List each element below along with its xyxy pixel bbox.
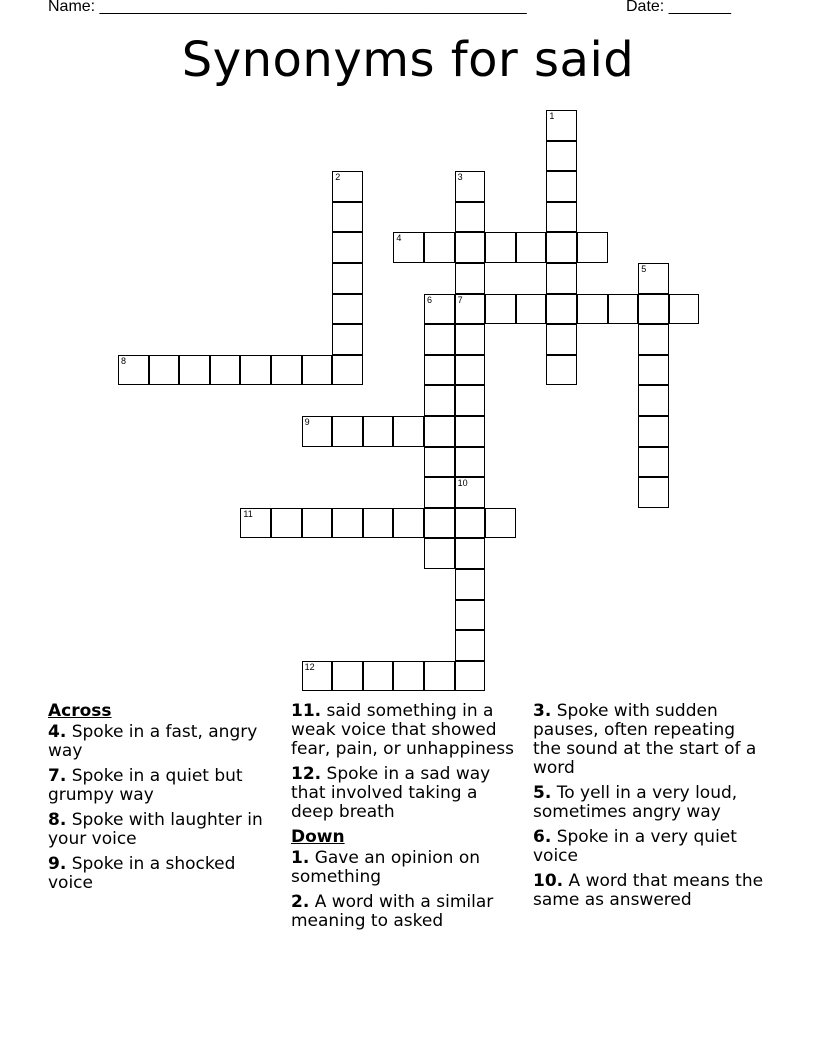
grid-cell[interactable] — [546, 171, 577, 202]
down-clue-10: 10. A word that means the same as answered — [533, 871, 764, 910]
grid-cell[interactable] — [455, 447, 486, 478]
grid-cell[interactable] — [332, 324, 363, 355]
cell-number: 1 — [549, 111, 555, 121]
across-clue-12: 12. Spoke in a sad way that involved taking a deep breath — [291, 764, 491, 822]
clue-number: 9 — [48, 854, 60, 874]
grid-cell[interactable] — [485, 294, 516, 325]
clue-number: 2 — [291, 892, 303, 912]
down-clue-6: 6. Spoke in a very quiet voice — [533, 827, 737, 866]
grid-cell[interactable] — [455, 477, 486, 508]
grid-cell[interactable] — [424, 416, 455, 447]
grid-cell[interactable] — [424, 355, 455, 386]
grid-cell[interactable] — [546, 110, 577, 141]
grid-cell[interactable] — [332, 416, 363, 447]
grid-cell[interactable] — [302, 508, 333, 539]
clue-column-2 — [291, 702, 523, 937]
grid-cell[interactable] — [118, 355, 149, 386]
grid-cell[interactable] — [546, 263, 577, 294]
name-field-label: Name: ________________________________________________ — [48, 0, 527, 15]
clue-text: Spoke in a very quiet voice — [533, 827, 737, 866]
grid-cell[interactable] — [240, 355, 271, 386]
grid-cell[interactable] — [638, 324, 669, 355]
clue-text: said something in a weak voice that showed fear, pain, or unhappiness — [291, 701, 514, 759]
grid-cell[interactable] — [638, 447, 669, 478]
grid-cell[interactable] — [240, 508, 271, 539]
grid-cell[interactable] — [608, 294, 639, 325]
clue-number: 3 — [533, 701, 545, 721]
grid-cell[interactable] — [546, 141, 577, 172]
clue-number: 10 — [533, 871, 557, 891]
grid-cell[interactable] — [546, 202, 577, 233]
clue-text: Spoke in a shocked voice — [48, 854, 236, 893]
grid-cell[interactable] — [455, 538, 486, 569]
grid-cell[interactable] — [393, 416, 424, 447]
clue-number: 6 — [533, 827, 545, 847]
cell-number: 4 — [396, 233, 402, 244]
clue-text: Spoke in a quiet but grumpy way — [48, 766, 243, 805]
grid-cell[interactable] — [516, 294, 547, 325]
grid-cell[interactable] — [332, 508, 363, 539]
grid-cell[interactable] — [424, 324, 455, 355]
grid-cell[interactable] — [424, 538, 455, 569]
across-clue-8: 8. Spoke with laughter in your voice — [48, 810, 263, 849]
grid-cell[interactable] — [332, 294, 363, 325]
cell-number: 7 — [457, 294, 463, 305]
grid-cell[interactable] — [210, 355, 241, 386]
grid-cell[interactable] — [546, 294, 577, 325]
grid-cell[interactable] — [455, 600, 486, 631]
grid-cell[interactable] — [271, 355, 302, 386]
grid-cell[interactable] — [455, 661, 486, 692]
grid-cell[interactable] — [455, 355, 486, 386]
clue-number: 12 — [291, 764, 315, 784]
grid-cell[interactable] — [393, 508, 424, 539]
clue-text: To yell in a very loud, sometimes angry way — [533, 783, 738, 822]
clue-column-3 — [533, 702, 765, 916]
across-heading: Across — [48, 701, 112, 721]
grid-cell[interactable] — [302, 661, 333, 692]
grid-cell[interactable] — [424, 447, 455, 478]
grid-cell[interactable] — [638, 416, 669, 447]
grid-cell[interactable] — [332, 355, 363, 386]
puzzle-title: Synonyms for said — [181, 32, 635, 88]
clue-number: 7 — [48, 766, 60, 786]
grid-cell[interactable] — [485, 232, 516, 263]
clue-text: Spoke in a sad way that involved taking a deep breath — [291, 764, 491, 822]
across-clue-9: 9. Spoke in a shocked voice — [48, 854, 236, 893]
across-clue-7: 7. Spoke in a quiet but grumpy way — [48, 766, 243, 805]
grid-cell[interactable] — [455, 508, 486, 539]
grid-cell[interactable] — [363, 661, 394, 692]
grid-cell[interactable] — [179, 355, 210, 386]
grid-cell[interactable] — [455, 569, 486, 600]
grid-cell[interactable] — [638, 355, 669, 386]
date-field-label: Date: _______ — [626, 0, 731, 15]
grid-cell[interactable] — [332, 232, 363, 263]
grid-cell[interactable] — [302, 355, 333, 386]
grid-cell[interactable] — [455, 202, 486, 233]
grid-cell[interactable] — [455, 171, 486, 202]
cell-number: 3 — [457, 172, 463, 183]
grid-cell[interactable] — [332, 171, 363, 202]
grid-cell[interactable] — [424, 232, 455, 263]
down-clue-1: 1. Gave an opinion on something — [291, 848, 480, 887]
grid-cell[interactable] — [424, 508, 455, 539]
grid-cell[interactable] — [455, 263, 486, 294]
down-clue-3: 3. Spoke with sudden pauses, often repeating the sound at the start of a word — [533, 701, 757, 778]
grid-cell[interactable] — [485, 508, 516, 539]
cell-number: 11 — [243, 508, 253, 519]
cell-number: 5 — [641, 264, 647, 274]
grid-cell[interactable] — [363, 508, 394, 539]
grid-cell[interactable] — [455, 385, 486, 416]
grid-cell[interactable] — [363, 416, 394, 447]
clue-column-1 — [48, 702, 280, 899]
clue-number: 1 — [291, 848, 303, 868]
across-clue-4: 4. Spoke in a fast, angry way — [48, 722, 258, 761]
grid-cell[interactable] — [271, 508, 302, 539]
down-heading: Down — [291, 827, 345, 847]
grid-cell[interactable] — [332, 202, 363, 233]
clue-text: Spoke in a fast, angry way — [48, 722, 258, 761]
grid-cell[interactable] — [455, 294, 486, 325]
grid-cell[interactable] — [149, 355, 180, 386]
down-clue-5: 5. To yell in a very loud, sometimes angry way — [533, 783, 738, 822]
clue-number: 4 — [48, 722, 60, 742]
clue-number: 11 — [291, 701, 315, 721]
clue-number: 5 — [533, 783, 545, 803]
cell-number: 6 — [427, 294, 433, 305]
grid-cell[interactable] — [393, 661, 424, 692]
grid-cell[interactable] — [638, 477, 669, 508]
grid-cell[interactable] — [638, 294, 669, 325]
grid-cell[interactable] — [332, 661, 363, 692]
cell-number: 12 — [304, 661, 315, 672]
grid-cell[interactable] — [455, 630, 486, 661]
grid-cell[interactable] — [546, 324, 577, 355]
cell-number: 8 — [121, 355, 127, 366]
grid-cell[interactable] — [669, 294, 700, 325]
grid-cell[interactable] — [577, 232, 608, 263]
grid-cell[interactable] — [455, 324, 486, 355]
grid-cell[interactable] — [516, 232, 547, 263]
grid-cell[interactable] — [638, 385, 669, 416]
cell-number: 9 — [304, 417, 310, 427]
clue-text: Spoke with laughter in your voice — [48, 810, 263, 849]
grid-cell[interactable] — [546, 232, 577, 263]
grid-cell[interactable] — [546, 355, 577, 386]
grid-cell[interactable] — [424, 661, 455, 692]
grid-cell[interactable] — [302, 416, 333, 447]
down-clue-2: 2. A word with a similar meaning to asked — [291, 892, 494, 931]
clue-text: A word that means the same as answered — [533, 871, 764, 910]
grid-cell[interactable] — [332, 263, 363, 294]
clue-text: Gave an opinion on something — [291, 848, 480, 887]
clue-number: 8 — [48, 810, 60, 830]
grid-cell[interactable] — [393, 232, 424, 263]
across-clue-11: 11. said something in a weak voice that showed fear, pain, or unhappiness — [291, 701, 514, 759]
grid-cell[interactable] — [424, 294, 455, 325]
grid-cell[interactable] — [455, 416, 486, 447]
grid-cell[interactable] — [638, 263, 669, 294]
clue-text: Spoke with sudden pauses, often repeating the sound at the start of a word — [533, 701, 757, 778]
grid-cell[interactable] — [424, 477, 455, 508]
clue-text: A word with a similar meaning to asked — [291, 892, 494, 931]
grid-cell[interactable] — [455, 232, 486, 263]
cell-number: 10 — [457, 478, 468, 489]
grid-cell[interactable] — [424, 385, 455, 416]
grid-cell[interactable] — [577, 294, 608, 325]
cell-number: 2 — [335, 172, 341, 183]
